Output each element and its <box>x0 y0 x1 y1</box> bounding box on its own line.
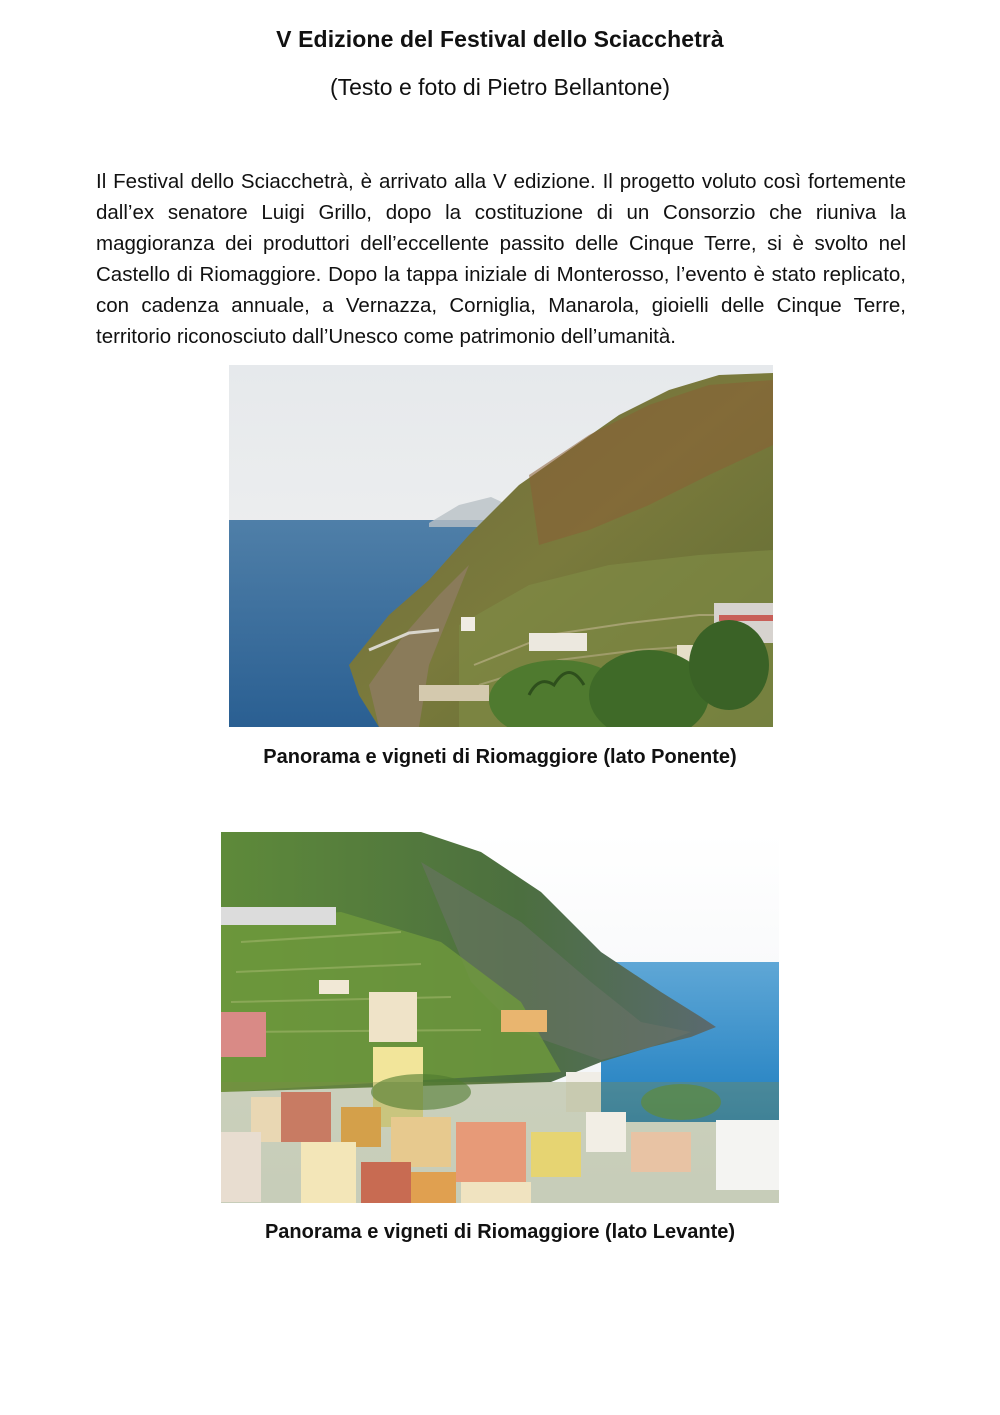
photo-riomaggiore-ponente <box>229 365 773 727</box>
body-paragraph: Il Festival dello Sciacchetrà, è arrivato alla V edizione. Il progetto voluto così fortemente dall’ex senatore Luigi Grillo, dopo la costituzione di un Consorzio che riuniva la maggioranza dei produttori dell’eccellente passito delle Cinque Terre, si è svolto nel Castello di Riomaggiore. Dopo la tappa iniziale di Monterosso, l’evento è stato replicato, con cadenza annuale, a Vernazza, Corniglia, Manarola, gioielli delle Cinque Terre, territorio riconosciuto dall’Unesco come patrimonio dell’umanità. <box>96 170 906 348</box>
figure-caption-levante: Panorama e vigneti di Riomaggiore (lato Levante) <box>264 1221 736 1243</box>
figure-caption-ponente: Panorama e vigneti di Riomaggiore (lato Ponente) <box>263 746 737 768</box>
document-title: V Edizione del Festival dello Sciacchetrà <box>276 26 724 52</box>
photo-riomaggiore-levante <box>221 832 779 1203</box>
document-subtitle: (Testo e foto di Pietro Bellantone) <box>329 74 671 100</box>
